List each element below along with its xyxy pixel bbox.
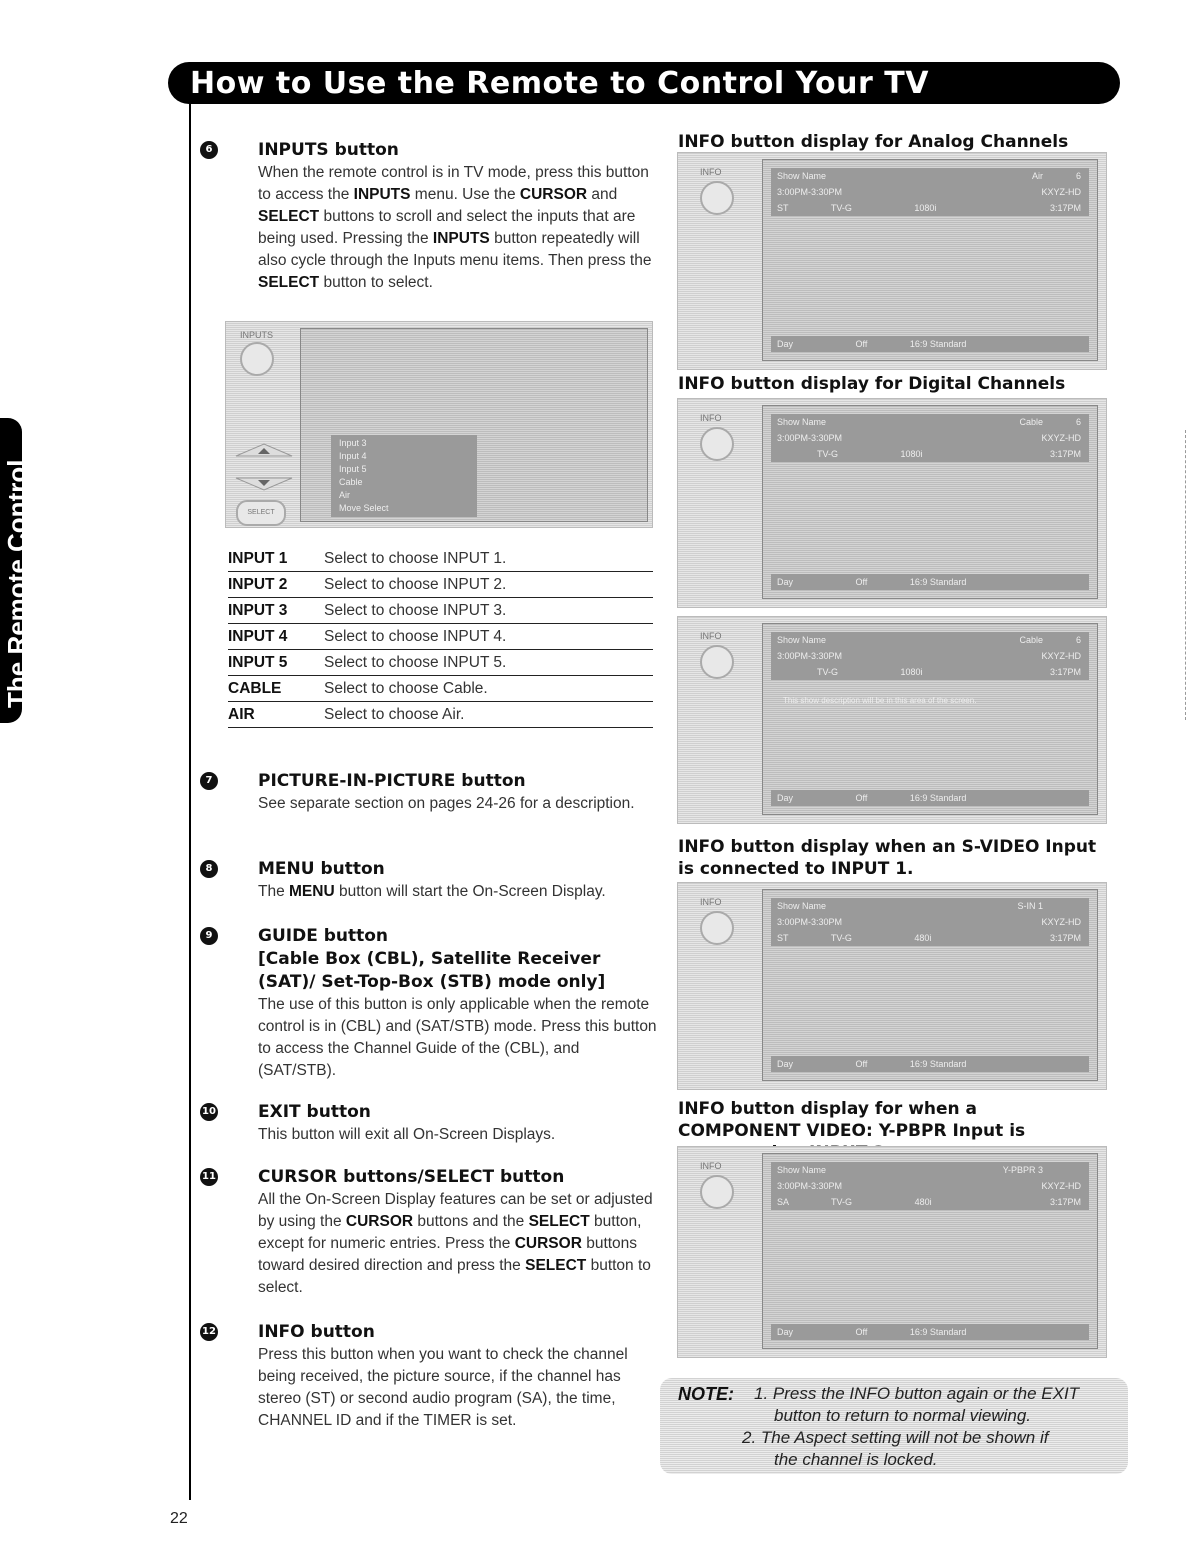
caption-digital: INFO button display for Digital Channels	[678, 374, 1066, 394]
time-range: 3:00PM-3:30PM	[777, 433, 843, 443]
rating: TV-G	[830, 933, 852, 943]
osd-screenshot	[677, 882, 1107, 1090]
section-guide	[205, 925, 658, 1082]
tv-screen	[300, 328, 648, 522]
info-button-label: INFO	[700, 631, 722, 641]
timer-mode: Day	[777, 1327, 794, 1337]
aspect-mode: 16:9 Standard	[909, 1327, 967, 1337]
show-name: Show Name	[777, 171, 827, 181]
section-body: See separate section on pages 24-26 for a description.	[258, 795, 635, 812]
table-row: AIR Select to choose Air.	[228, 702, 653, 728]
clock: 3:17PM	[1049, 933, 1081, 943]
timer-mode: Day	[777, 793, 794, 803]
table-row: INPUT 5 Select to choose INPUT 5.	[228, 650, 653, 676]
resolution: 1080i	[900, 449, 923, 459]
section-title: INFO button	[258, 1322, 375, 1342]
section-inputs	[205, 139, 658, 294]
timer-mode: Day	[777, 577, 794, 587]
osd-footer-row	[771, 574, 1089, 590]
osd-screenshot	[677, 398, 1107, 608]
tv-screen	[762, 1153, 1098, 1349]
osd-header-row	[771, 898, 1089, 914]
info-button-icon	[700, 181, 734, 215]
note-line: the channel is locked.	[774, 1450, 938, 1469]
osd-header-row	[771, 632, 1089, 648]
caption-mode: Off	[855, 577, 868, 587]
title-banner	[168, 62, 1120, 104]
number-badge: 9	[200, 927, 218, 945]
osd-footer-row	[771, 1056, 1089, 1072]
right-dashed-rule	[1185, 430, 1186, 720]
section-pip	[205, 770, 658, 815]
section-menu	[205, 858, 658, 903]
time-range: 3:00PM-3:30PM	[777, 1181, 843, 1191]
info-button-label: INFO	[700, 413, 722, 423]
tv-screen	[762, 623, 1098, 815]
left-rule	[189, 104, 191, 1500]
inputs-table	[228, 546, 653, 728]
resolution: 1080i	[900, 667, 923, 677]
osd-footer-row	[771, 790, 1089, 806]
rating: TV-G	[831, 1197, 853, 1207]
page-title: How to Use the Remote to Control Your TV	[190, 66, 929, 101]
osd-header-row	[771, 414, 1089, 430]
tv-screen	[762, 159, 1098, 361]
section-body: All the On-Screen Display features can be set or adjusted by using the CURSOR buttons and the SELECT button, except for numeric entries. Press the CURSOR buttons toward desired direction and press the SELECT button to select.	[258, 1191, 653, 1296]
info-button-label: INFO	[700, 167, 722, 177]
rating: TV-G	[830, 203, 852, 213]
rating: TV-G	[817, 667, 839, 677]
table-row: INPUT 4 Select to choose INPUT 4.	[228, 624, 653, 650]
info-button-label: INFO	[700, 1161, 722, 1171]
section-info	[202, 1321, 658, 1432]
number-badge: 10	[200, 1103, 218, 1121]
audio-mode: ST	[777, 933, 789, 943]
station: KXYZ-HD	[1041, 651, 1081, 661]
section-body: When the remote control is in TV mode, press this button to access the INPUTS menu. Use the CURSOR and SELECT buttons to scroll and select the inputs that are being used. Pressing the INPUTS button repeatedly will also cycle through the Inputs menu items. Then press the SELECT button to select.	[258, 164, 652, 291]
osd-time-row	[771, 914, 1089, 930]
station: KXYZ-HD	[1041, 917, 1081, 927]
source: Cable	[1019, 635, 1043, 645]
section-body: The use of this button is only applicable when the remote control is in (CBL) and (SAT/STB) mode. Press this button to access the Channel Guide of the (CBL), and (SAT/STB).	[258, 996, 657, 1079]
osd-footer-row	[771, 1324, 1089, 1340]
section-title: MENU button	[258, 859, 385, 879]
section-title: CURSOR buttons/SELECT button	[258, 1167, 565, 1187]
audio-mode: SA	[777, 1197, 789, 1207]
tv-screen	[762, 889, 1098, 1081]
caption-analog: INFO button display for Analog Channels	[678, 132, 1069, 152]
osd-status-row	[771, 664, 1089, 680]
aspect-mode: 16:9 Standard	[909, 793, 967, 803]
aspect-mode: 16:9 Standard	[909, 339, 967, 349]
section-cursor	[202, 1166, 658, 1299]
source: Cable	[1019, 417, 1043, 427]
osd-time-row	[771, 430, 1089, 446]
osd-time-row	[771, 1178, 1089, 1194]
aspect-mode: 16:9 Standard	[909, 1059, 967, 1069]
page-number: 22	[170, 1510, 188, 1527]
caption-mode: Off	[855, 793, 868, 803]
section-body: The MENU button will start the On-Screen Display.	[258, 883, 606, 900]
channel: 6	[1075, 417, 1081, 427]
table-row: INPUT 1 Select to choose INPUT 1.	[228, 546, 653, 572]
inputs-menu-list: Input 3 Input 4 Input 5 Cable Air Move Select	[331, 435, 477, 517]
channel: 6	[1075, 171, 1081, 181]
clock: 3:17PM	[1049, 449, 1081, 459]
resolution: 480i	[914, 1197, 932, 1207]
section-exit	[202, 1101, 658, 1146]
select-button-icon: SELECT	[236, 500, 286, 526]
inputs-button-icon	[240, 342, 274, 376]
info-button-icon	[700, 1175, 734, 1209]
number-badge: 11	[200, 1168, 218, 1186]
clock: 3:17PM	[1049, 1197, 1081, 1207]
osd-header-row	[771, 1162, 1089, 1178]
section-title: INPUTS button	[258, 140, 399, 160]
timer-mode: Day	[777, 1059, 794, 1069]
osd-status-row	[771, 200, 1089, 216]
rating: TV-G	[817, 449, 839, 459]
side-tab-label: The Remote Control	[2, 459, 32, 708]
time-range: 3:00PM-3:30PM	[777, 651, 843, 661]
time-range: 3:00PM-3:30PM	[777, 187, 843, 197]
caption-component: INFO button display for when a COMPONENT VIDEO: Y-PBPR Input is	[678, 1099, 1026, 1141]
osd-screenshot	[677, 616, 1107, 824]
number-badge: 12	[200, 1323, 218, 1341]
osd-header-row	[771, 168, 1089, 184]
station: KXYZ-HD	[1041, 1181, 1081, 1191]
osd-status-row	[771, 446, 1089, 462]
resolution: 480i	[914, 933, 932, 943]
timer-mode: Day	[777, 339, 794, 349]
resolution: 1080i	[914, 203, 937, 213]
source: Air	[1032, 171, 1043, 181]
show-name: Show Name	[777, 1165, 827, 1175]
tv-screen	[762, 405, 1098, 599]
info-button-icon	[700, 645, 734, 679]
section-body: This button will exit all On-Screen Displays.	[258, 1126, 556, 1143]
osd-time-row	[771, 648, 1089, 664]
clock: 3:17PM	[1049, 203, 1081, 213]
note-box	[660, 1378, 1128, 1474]
aspect-mode: 16:9 Standard	[909, 577, 967, 587]
show-name: Show Name	[777, 417, 827, 427]
note-line: button to return to normal viewing.	[774, 1406, 1032, 1425]
section-title: PICTURE-IN-PICTURE button	[258, 771, 526, 791]
cursor-arrows-icon	[232, 442, 296, 492]
station: KXYZ-HD	[1041, 187, 1081, 197]
clock: 3:17PM	[1049, 667, 1081, 677]
channel: 6	[1075, 635, 1081, 645]
osd-screenshot	[677, 1146, 1107, 1358]
table-row: INPUT 3 Select to choose INPUT 3.	[228, 598, 653, 624]
note-line: 1. Press the INFO button again or the EXIT	[754, 1384, 1080, 1403]
section-subtitle: [Cable Box (CBL), Satellite Receiver (SAT)/ Set-Top-Box (STB) mode only]	[258, 949, 606, 992]
caption-mode: Off	[855, 1327, 868, 1337]
osd-status-row	[771, 1194, 1089, 1210]
section-title: EXIT button	[258, 1102, 371, 1122]
caption-mode: Off	[855, 1059, 868, 1069]
info-button-icon	[700, 911, 734, 945]
info-button-icon	[700, 427, 734, 461]
time-range: 3:00PM-3:30PM	[777, 917, 843, 927]
source: Y-PBPR 3	[1002, 1165, 1043, 1175]
source: S-IN 1	[1017, 901, 1043, 911]
section-body: Press this button when you want to check the channel being received, the picture source, if the channel has stereo (ST) or second audio program (SA), the time, CHANNEL ID and if the TIMER is set.	[258, 1346, 628, 1429]
number-badge: 7	[200, 772, 218, 790]
show-description: This show description will be in this area of the screen.	[783, 696, 977, 705]
show-name: Show Name	[777, 901, 827, 911]
table-row: INPUT 2 Select to choose INPUT 2.	[228, 572, 653, 598]
osd-screenshot	[677, 152, 1107, 370]
number-badge: 8	[200, 860, 218, 878]
caption-mode: Off	[855, 339, 868, 349]
show-name: Show Name	[777, 635, 827, 645]
inputs-button-label: INPUTS	[240, 330, 274, 340]
osd-status-row	[771, 930, 1089, 946]
osd-time-row	[771, 184, 1089, 200]
table-row: CABLE Select to choose Cable.	[228, 676, 653, 702]
caption-svideo: INFO button display when an S-VIDEO Input is connected to INPUT 1.	[678, 837, 1097, 879]
info-button-label: INFO	[700, 897, 722, 907]
note-line: 2. The Aspect setting will not be shown if	[742, 1428, 1049, 1447]
osd-footer-row	[771, 336, 1089, 352]
note-label: NOTE:	[678, 1384, 734, 1404]
audio-mode: ST	[777, 203, 789, 213]
number-badge: 6	[200, 141, 218, 159]
inputs-menu-screenshot	[225, 321, 653, 528]
station: KXYZ-HD	[1041, 433, 1081, 443]
section-title: GUIDE button	[258, 926, 389, 946]
